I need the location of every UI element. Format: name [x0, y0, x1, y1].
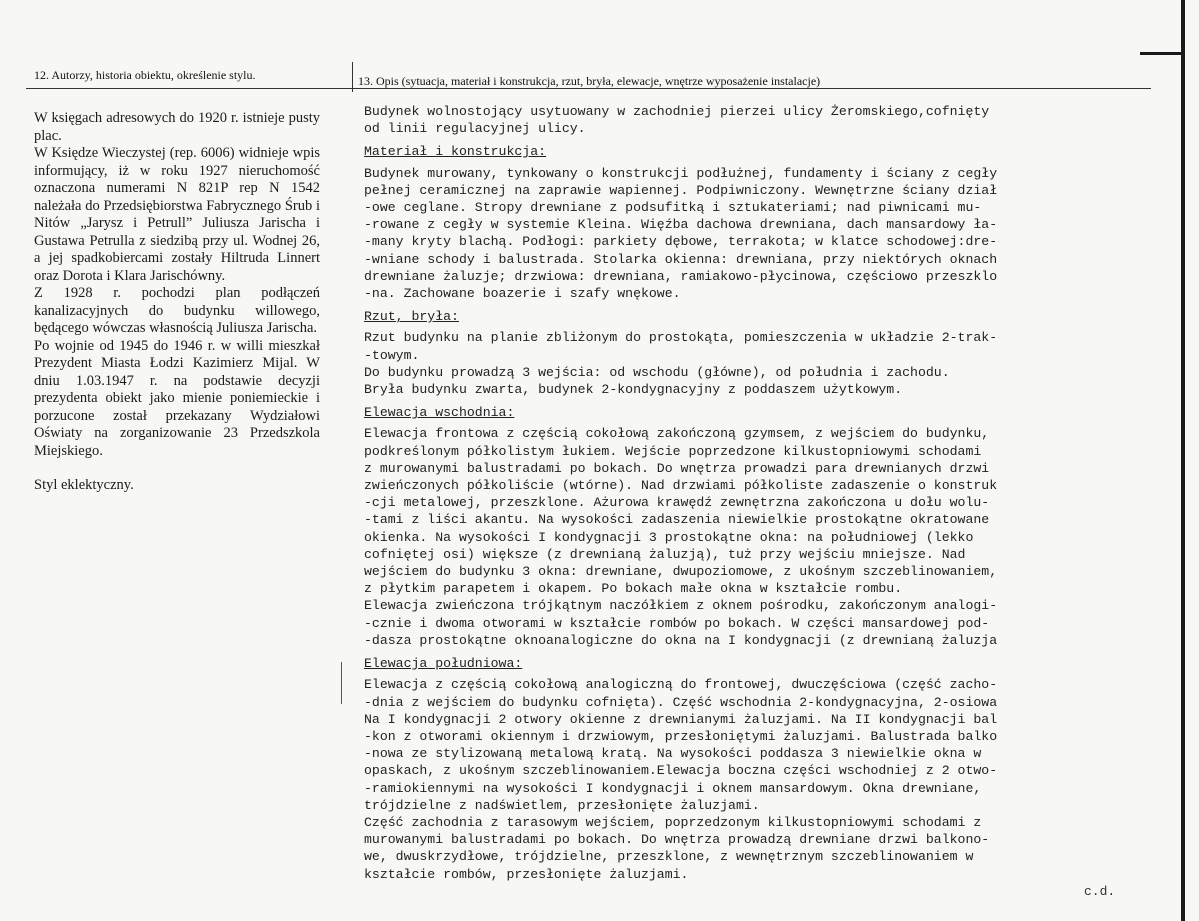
section-heading: Materiał i konstrukcja:	[364, 144, 547, 160]
scan-frame-top	[1140, 52, 1185, 55]
section-line: -towym.	[364, 347, 420, 363]
section-line: trójdzielne z nadświetlem, przesłonięte żaluzjami.	[364, 797, 760, 813]
section-line: opaskach, z ukośnym szczeblinowaniem.Elewacja boczna części wschodniej z 2 otwo-	[364, 763, 998, 779]
continuation-mark: c.d.	[1084, 884, 1116, 899]
section-line: -ramiokiennymi na wysokości I kondygnacji i oknem mansardowym. Okna drewniane,	[364, 780, 982, 796]
section-heading: Elewacja południowa:	[364, 656, 523, 672]
intro-line: Budynek wolnostojący usytuowany w zachodniej pierzei ulicy Żeromskiego,cofnięty	[364, 104, 990, 119]
section-line: Rzut budynku na planie zbliżonym do prostokąta, pomieszczenia w układzie 2-trak-	[364, 330, 998, 346]
header-authors-history: 12. Autorzy, historia obiektu, określenie stylu.	[34, 68, 256, 82]
section-line: Elewacja frontowa z częścią cokołową zakończoną gzymsem, z wejściem do budynku,	[364, 426, 990, 442]
section-line: kształcie rombów, przesłonięte żaluzjami.	[364, 866, 689, 882]
section-line: -nowa ze stylizowaną metalową kratą. Na wysokości poddasza 3 niewielkie okna w	[364, 746, 982, 762]
margin-mark	[341, 662, 342, 704]
section-line: -dnia z wejściem do budynku cofnięta). Część wschodnia 2-kondygnacyjna, 2-osiowa	[364, 694, 998, 710]
section-line: -cznie i dwoma otworami w kształcie rombów po bokach. W części mansardowej pod-	[364, 615, 990, 631]
section-line: Elewacja z częścią cokołową analogiczną do frontowej, dwuczęściowa (część zacho-	[364, 677, 998, 693]
history-paragraph: Po wojnie od 1945 do 1946 r. w willi mieszkał Prezydent Miasta Łodzi Kazimierz Mijal. W dniu 1.03.1947 r. na podstawie decyzji prezydenta obiekt jako mienie poniemieckie i porzucone został przekazany Wydziałowi Oświaty na zorganizowanie 23 Przedszkola Miejskiego.	[34, 337, 320, 459]
section-line: wejściem do budynku 3 okna: drewniane, dwupoziomowe, z ukośnym szczeblinowaniem,	[364, 564, 998, 580]
section-line: drewniane żaluzje; drzwiowa: drewniana, ramiakowo-płycinowa, częściowo przeszklo	[364, 268, 998, 284]
section-line: we, dwuskrzydłowe, trójdzielne, przeszklone, z wewnętrznym szczeblinowaniem w	[364, 849, 974, 865]
section-line: pełnej ceramicznej na zaprawie wapiennej. Podpiwniczony. Wewnętrzne ściany dział	[364, 182, 998, 198]
section-line: Część zachodnia z tarasowym wejściem, poprzedzonym kilkustopniowymi schodami z	[364, 814, 982, 830]
intro-line: od linii regulacyjnej ulicy.	[364, 121, 586, 137]
section-heading: Rzut, bryła:	[364, 309, 459, 325]
section-line: z płytkim parapetem i okapem. Po bokach małe okna w kształcie rombu.	[364, 581, 903, 597]
history-paragraph: Z 1928 r. pochodzi plan podłączeń kanalizacyjnych do budynku willowego, będącego wówczas własnością Juliusza Jarischa.	[34, 285, 320, 336]
header-rule	[26, 88, 1151, 89]
section-line: podkreślonym półkolistym łukiem. Wejście poprzedzone kilkustopniowymi schodami	[364, 443, 982, 459]
section-line: Elewacja zwieńczona trójkątnym naczółkiem z oknem pośrodku, zakończonym analogi-	[364, 598, 998, 614]
section-line: z murowanymi balustradami po bokach. Do wnętrza prowadzi para drewnianych drzwi	[364, 460, 990, 476]
section-line: -many kryty blachą. Podłogi: parkiety dębowe, terrakota; w klatce schodowej:dre-	[364, 234, 998, 250]
section-line: Budynek murowany, tynkowany o konstrukcji podłużnej, fundamenty i ściany z cegły	[364, 165, 998, 181]
section-line: Na I kondygnacji 2 otwory okienne z drewnianymi żaluzjami. Na II kondygnacji bal	[364, 711, 998, 727]
section-line: -cji metalowej, przeszklone. Ażurowa krawędź zewnętrzna zakończona u dołu wolu-	[364, 495, 990, 511]
section-line: -tami z liści akantu. Na wysokości zadaszenia niewielkie prostokątne okratowane	[364, 512, 990, 528]
section-line: -na. Zachowane boazerie i szafy wnękowe.	[364, 286, 681, 302]
section-line: -wniane schody i balustrada. Stolarka okienna: drewniana, przy niektórych oknach	[364, 251, 998, 267]
section-heading: Elewacja wschodnia:	[364, 405, 515, 421]
history-paragraph: W Księdze Wieczystej (rep. 6006) widnieje wpis informujący, iż w roku 1927 nieruchomość oznaczona numerami N 821P rep N 1542 należała do Przedsiębiorstwa Fabrycznego Śrub i Nitów „Jarysz i Petrull” Juliusza Jarischa i Gustawa Petrulla z siedzibą przy ul. Wodnej 26, a jej spadkobiercami zostały Hiltruda Linnert oraz Dorota i Klara Jarischówny.	[34, 145, 320, 284]
section-line: -dasza prostokątne oknoanalogiczne do okna na I kondygnacji (z drewnianą żaluzja	[364, 632, 998, 648]
section-line: zwieńczonych półkoliście (wtórne). Nad drzwiami półkoliste zadaszenie o konstruk	[364, 478, 998, 494]
style-statement: Styl eklektyczny.	[34, 477, 134, 493]
history-paragraph: W księgach adresowych do 1920 r. istnieje pusty plac.	[34, 110, 320, 144]
section-line: Do budynku prowadzą 3 wejścia: od wschodu (główne), od południa i zachodu.	[364, 364, 950, 380]
history-column	[34, 110, 320, 495]
section-line: okienka. Na wysokości I kondygnacji 3 prostokątne okna: na południowej (lekko	[364, 529, 974, 545]
section-line: -owe ceglane. Stropy drewniane z podsufitką i sztukateriami; nad piwnicami mu-	[364, 200, 982, 216]
header-description: 13. Opis (sytuacja, materiał i konstrukcja, rzut, bryła, elewacje, wnętrze wyposażenie instalacje)	[358, 74, 821, 88]
section-line: cofniętej osi) większe (z drewnianą żaluzją), tuż przy wejściu mniejsze. Nad	[364, 546, 966, 562]
section-line: -kon z otworami okiennym i drzwiowym, przesłoniętymi żaluzjami. Balustrada balko	[364, 728, 998, 744]
section-line: Bryła budynku zwarta, budynek 2-kondygnacyjny z poddaszem użytkowym.	[364, 382, 903, 398]
description-column	[364, 103, 1184, 883]
section-line: murowanymi balustradami po bokach. Do wnętrza prowadzą drewniane drzwi balkono-	[364, 832, 990, 848]
section-line: -rowane z cegły w systemie Kleina. Więźba dachowa drewniana, dach mansardowy ła-	[364, 217, 998, 233]
